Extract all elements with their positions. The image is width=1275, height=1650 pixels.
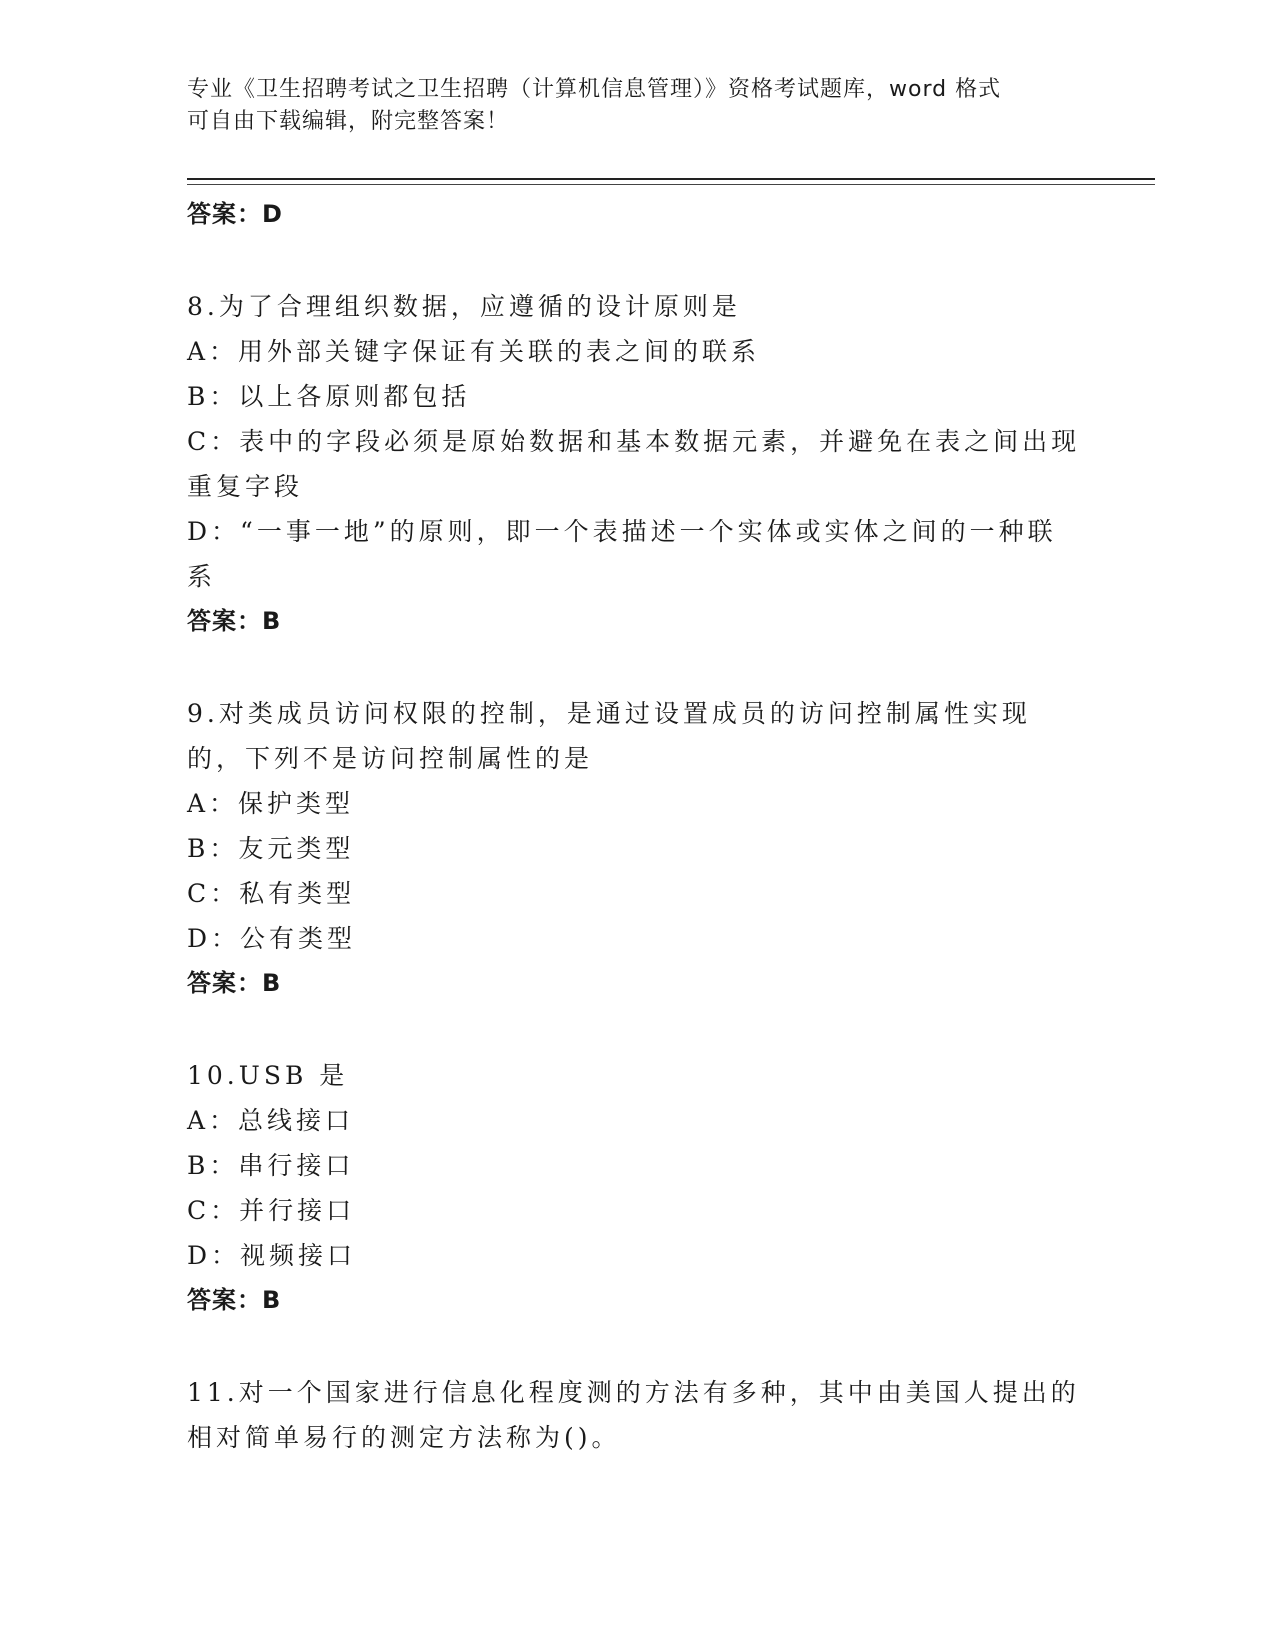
question-text: 11.对一个国家进行信息化程度测的方法有多种，其中由美国人提出的相对简单易行的测定方法称为()。 [187, 1378, 1080, 1452]
page-header [187, 74, 1067, 138]
option-d: D：“一事一地”的原则，即一个表描述一个实体或实体之间的一种联系 [187, 517, 1057, 591]
answer-line: 答案：B [187, 1286, 282, 1314]
question-8 [187, 284, 1082, 643]
spacer [187, 1005, 1082, 1053]
spacer [187, 236, 1082, 284]
answer-line: 答案：B [187, 969, 282, 997]
option-c: C：并行接口 [187, 1196, 356, 1225]
answer-line: 答案：D [187, 200, 283, 228]
option-b: B：串行接口 [187, 1151, 355, 1180]
question-text: 9.对类成员访问权限的控制，是通过设置成员的访问控制属性实现的，下列不是访问控制属性的是 [187, 699, 1031, 773]
option-a: A：总线接口 [187, 1106, 355, 1135]
header-divider-thin [187, 184, 1155, 185]
question-list [187, 192, 1082, 1460]
spacer [187, 1322, 1082, 1370]
option-d: D：公有类型 [187, 924, 357, 953]
question-text: 10.USB 是 [187, 1061, 349, 1090]
question-9 [187, 691, 1082, 1005]
header-line-2: 可自由下载编辑，附完整答案！ [187, 109, 510, 134]
option-c: C：表中的字段必须是原始数据和基本数据元素，并避免在表之间出现重复字段 [187, 427, 1081, 501]
option-d: D：视频接口 [187, 1241, 357, 1270]
question-11 [187, 1370, 1082, 1460]
option-a: A：用外部关键字保证有关联的表之间的联系 [187, 337, 761, 366]
option-b: B：友元类型 [187, 834, 355, 863]
header-divider-thick [187, 178, 1155, 180]
answer-line: 答案：B [187, 607, 282, 635]
option-b: B：以上各原则都包括 [187, 382, 471, 411]
question-10 [187, 1053, 1082, 1322]
spacer [187, 643, 1082, 691]
option-a: A：保护类型 [187, 789, 355, 818]
header-line-1: 专业《卫生招聘考试之卫生招聘（计算机信息管理）》资格考试题库，word 格式 [187, 77, 1002, 102]
question-text: 8.为了合理组织数据，应遵循的设计原则是 [187, 292, 741, 321]
option-c: C：私有类型 [187, 879, 356, 908]
